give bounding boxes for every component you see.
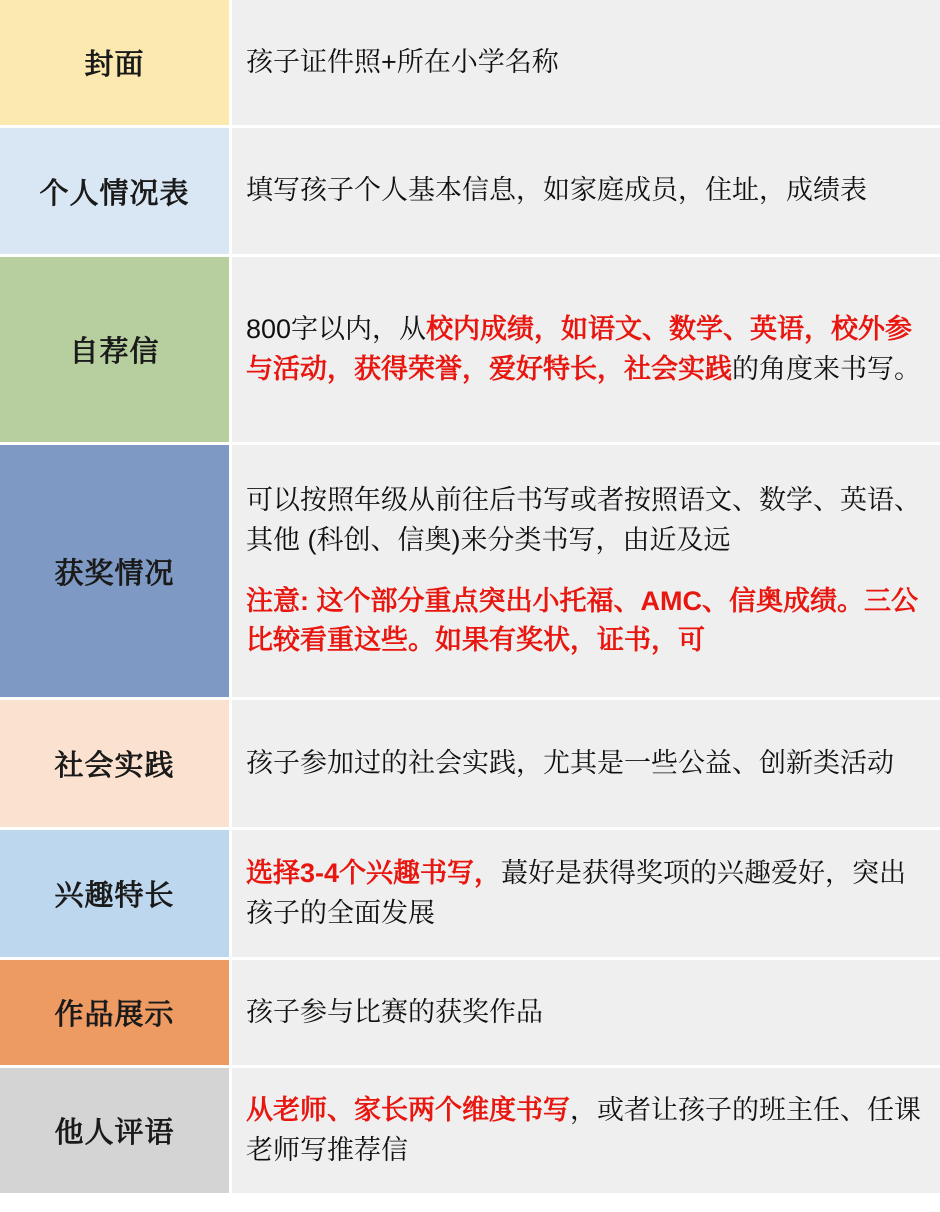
row-content-cover [232, 0, 940, 125]
body-text: 孩子参与比赛的获奖作品 [246, 996, 543, 1027]
table-row [0, 257, 940, 445]
table-row [0, 0, 940, 128]
row-label-cover: 封面 [0, 0, 232, 125]
body-text: 蕞好是获得奖项的兴趣爱好，突出孩子的全面发展 [246, 858, 907, 928]
body-text: 孩子参加过的社会实践，尤其是一些公益、创新类活动 [246, 747, 894, 778]
highlighted-text: 从老师、家长两个维度书写 [246, 1095, 570, 1126]
row-content-profile [232, 128, 940, 254]
row-label-social-practice: 社会实践 [0, 700, 232, 827]
highlighted-text: 校内成绩，如语文、数学、英语，校外参与活动，获得荣誉，爱好特长，社会实践 [246, 314, 913, 384]
body-text: ，或者让孩子的班主任、任课老师写推荐信 [246, 1095, 921, 1165]
row-content-works [232, 960, 940, 1065]
row-label-comments: 他人评语 [0, 1068, 232, 1193]
row-label-awards: 获奖情况 [0, 445, 232, 697]
paragraph [246, 744, 924, 783]
row-label-profile: 个人情况表 [0, 128, 232, 254]
paragraph [246, 993, 924, 1032]
body-text: 800字以内，从 [246, 314, 427, 345]
table-row [0, 128, 940, 257]
paragraph [246, 310, 924, 389]
row-label-interests: 兴趣特长 [0, 830, 232, 957]
body-text: 填写孩子个人基本信息，如家庭成员，住址，成绩表 [246, 175, 867, 206]
row-content-comments [232, 1068, 940, 1193]
paragraph [246, 582, 924, 661]
table-row [0, 960, 940, 1068]
paragraph [246, 1091, 924, 1170]
row-content-social-practice [232, 700, 940, 827]
highlighted-text: 注意: 这个部分重点突出小托福、AMC、信奥成绩。三公比较看重这些。如果有奖状，证书，可 [246, 586, 918, 656]
body-text: 可以按照年级从前往后书写或者按照语文、数学、英语、其他 (科创、信奥)来分类书写，由近及远 [246, 485, 921, 555]
body-text: 的角度来书写。 [732, 353, 921, 384]
row-content-self-recommendation [232, 257, 940, 442]
table-row [0, 1068, 940, 1193]
paragraph [246, 854, 924, 933]
paragraph [246, 171, 924, 210]
highlighted-text: 选择3-4个兴趣书写， [246, 858, 502, 889]
row-label-self-recommendation: 自荐信 [0, 257, 232, 442]
row-label-works: 作品展示 [0, 960, 232, 1065]
body-text: 孩子证件照+所在小学名称 [246, 46, 559, 77]
paragraph [246, 481, 924, 560]
table-row [0, 700, 940, 830]
row-content-awards [232, 445, 940, 697]
paragraph [246, 43, 924, 82]
row-content-interests [232, 830, 940, 957]
table-row [0, 830, 940, 960]
table-row [0, 445, 940, 700]
